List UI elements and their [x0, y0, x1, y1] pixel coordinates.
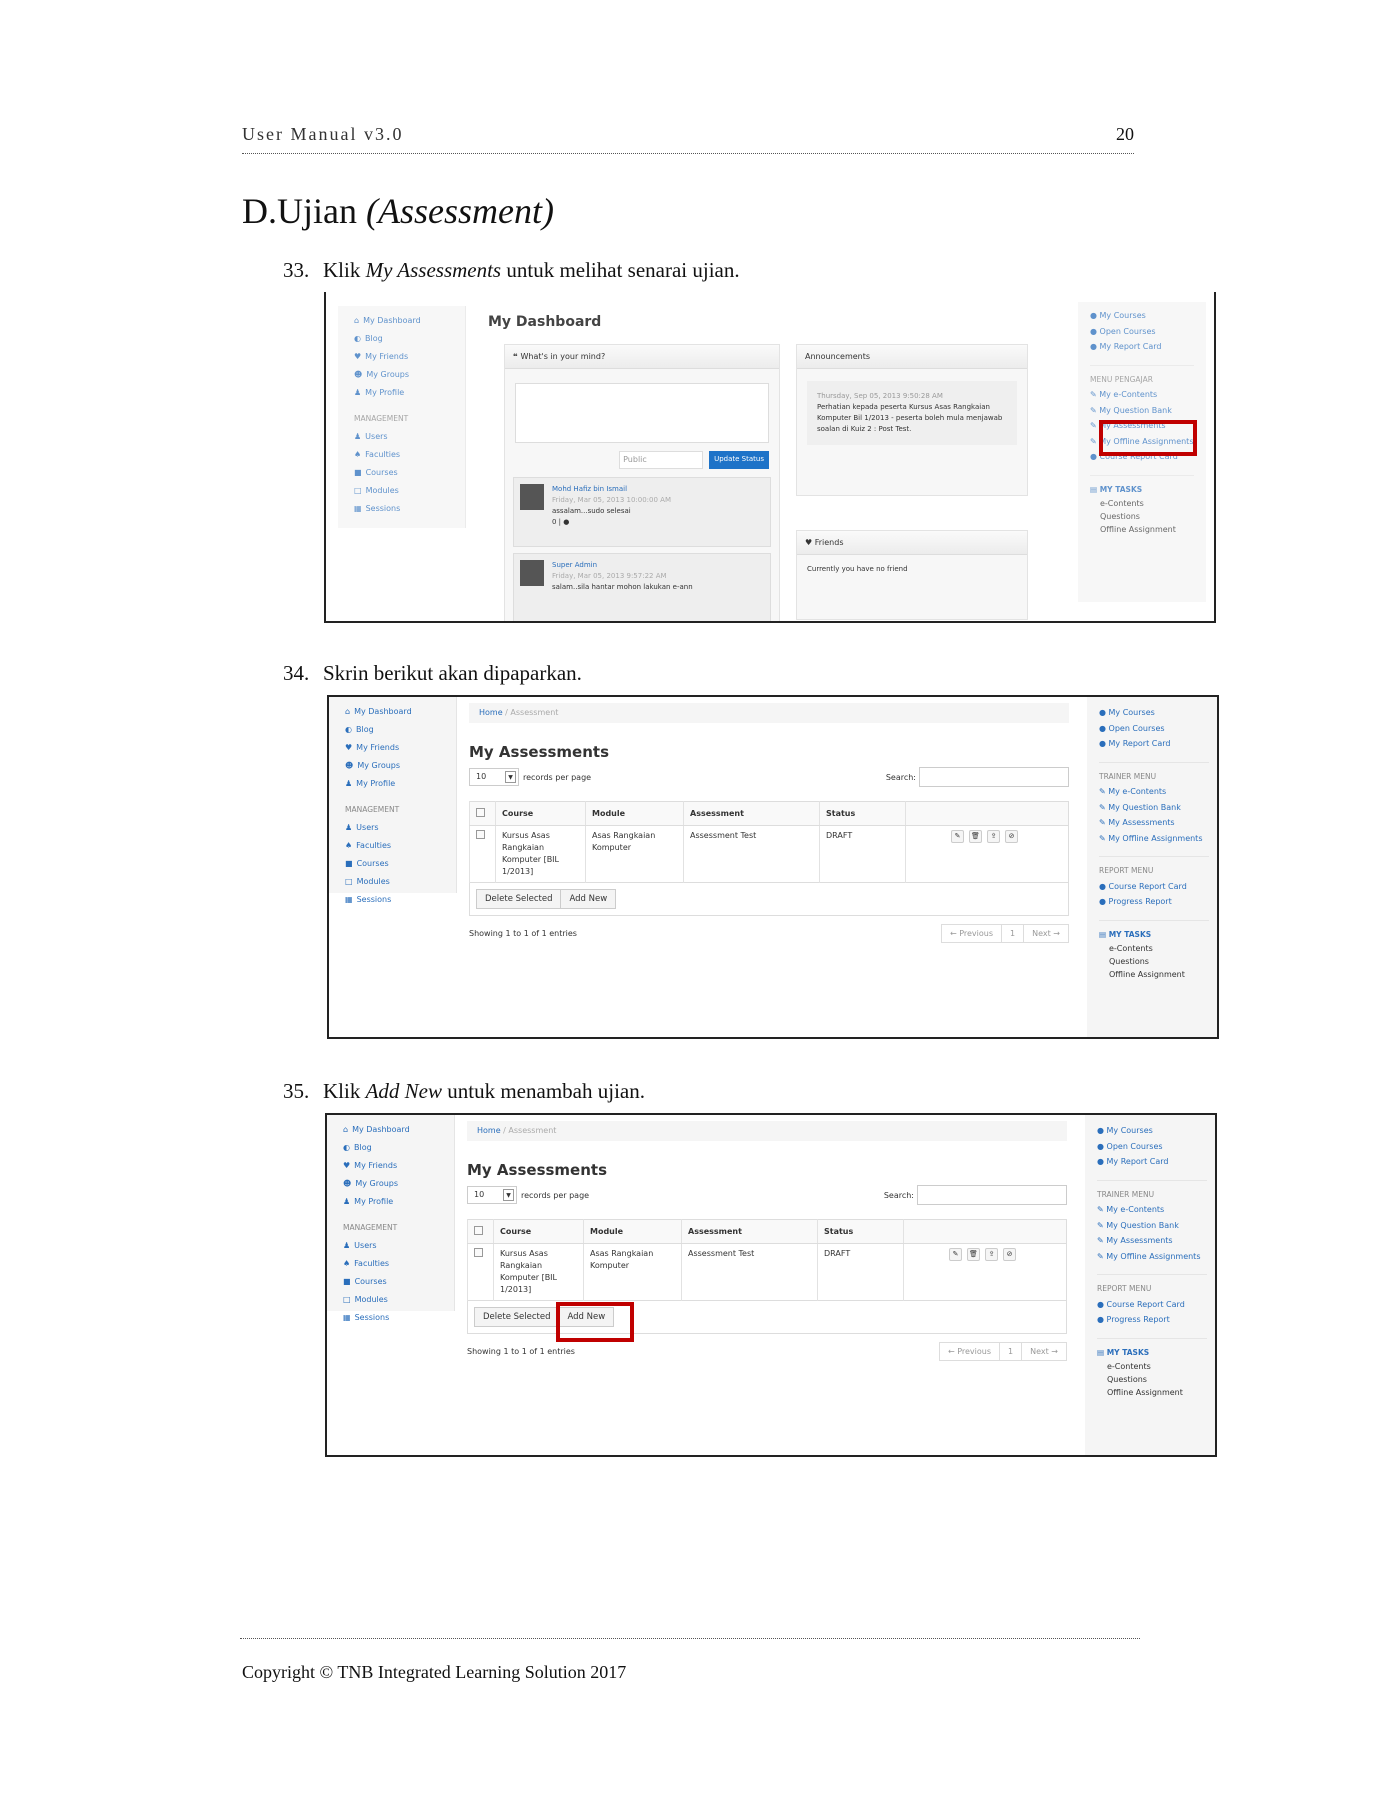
records-per-page-label: records per page [521, 1190, 590, 1200]
table-row [468, 1244, 1067, 1301]
announcements-panel [796, 344, 1028, 496]
search [886, 767, 1069, 787]
nav-icon: ♟ [343, 1241, 351, 1250]
sidebar-item[interactable] [327, 1255, 454, 1273]
panel-title: What's in your mind? [520, 352, 606, 361]
status-panel [504, 344, 780, 623]
page-size-value: 10 [476, 772, 487, 781]
nav-icon: ♟ [343, 1197, 351, 1206]
report-menu-label: REPORT MENU [1097, 1274, 1207, 1297]
sidebar-item[interactable] [329, 855, 456, 873]
post-author[interactable]: Super Admin [552, 561, 598, 569]
sidebar-item-label: Modules [354, 1295, 388, 1304]
search-input[interactable] [917, 1185, 1067, 1205]
trainer-menu-item[interactable]: ✎ My Assessments [1099, 818, 1175, 827]
report-menu-item[interactable]: ● Course Report Card [1099, 881, 1187, 891]
report-menu-item[interactable]: ● Course Report Card [1090, 452, 1178, 461]
nav-icon: ♟ [354, 432, 362, 441]
my-tasks-label: ▤ MY TASKS [1097, 1338, 1207, 1361]
nav-icon: ♥ [345, 743, 353, 752]
table-controls [467, 1185, 1067, 1205]
sidebar-item[interactable] [338, 446, 465, 464]
select-all-checkbox[interactable] [476, 808, 485, 817]
post-body [552, 484, 671, 540]
main-content [469, 703, 1069, 943]
sidebar-item-label: Sessions [354, 1313, 390, 1322]
breadcrumb [467, 1121, 1067, 1141]
my-tasks-label: ▤ MY TASKS [1099, 920, 1209, 943]
task-item[interactable]: Offline Assignment [1100, 525, 1176, 534]
left-sidebar [329, 697, 457, 904]
report-menu-item[interactable]: ● Progress Report [1099, 897, 1172, 906]
sidebar-item-label: Users [354, 1241, 377, 1250]
table-header-row [470, 802, 1069, 826]
sidebar-item-label: My Dashboard [363, 316, 421, 325]
sidebar-item-label: Users [365, 432, 388, 441]
sidebar-item[interactable] [327, 1121, 454, 1139]
nav-icon: ▦ [354, 504, 362, 513]
column-header[interactable]: Status [820, 802, 906, 826]
right-menu-item[interactable]: ● Open Courses [1099, 723, 1165, 733]
sidebar-item-label: Courses [365, 468, 398, 477]
next-button[interactable]: Next → [1021, 1343, 1066, 1360]
step-35 [283, 1079, 645, 1104]
row-select-cell [470, 826, 496, 883]
row-checkbox[interactable] [476, 830, 485, 839]
sidebar-item[interactable] [329, 891, 456, 909]
highlight-box [556, 1302, 634, 1342]
edit-icon[interactable]: ✎ [951, 830, 964, 843]
task-item[interactable]: e-Contents [1107, 1362, 1151, 1371]
trainer-menu-label: TRAINER MENU [1097, 1180, 1207, 1203]
cell-status: DRAFT [818, 1244, 904, 1301]
disable-icon[interactable]: ⊘ [1003, 1248, 1016, 1261]
highlight-box [1099, 420, 1197, 456]
assessments-table [469, 801, 1069, 883]
section-title: D.Ujian [242, 191, 357, 231]
search-input[interactable] [919, 767, 1069, 787]
sidebar-item-label: Modules [356, 877, 390, 886]
sidebar-item-label: My Friends [354, 1161, 398, 1170]
left-sidebar [327, 1115, 455, 1322]
assessments-screenshot [327, 695, 1219, 1039]
post [513, 477, 771, 547]
footer-divider [240, 1638, 1140, 1639]
sidebar-item-label: My Groups [355, 1179, 399, 1188]
prev-button[interactable]: ← Previous [949, 929, 994, 938]
page-1-button[interactable]: 1 [999, 1343, 1021, 1360]
chevron-down-icon[interactable]: ▼ [505, 771, 516, 783]
trainer-menu-item[interactable]: ✎ My Assessments [1090, 421, 1166, 430]
pagination [941, 924, 1069, 943]
page-size-value: 10 [474, 1190, 485, 1199]
sidebar-item[interactable] [338, 330, 465, 348]
delete-selected-button[interactable]: Delete Selected [476, 889, 561, 909]
page-title: My Dashboard [488, 314, 602, 330]
column-header[interactable]: Course [494, 1220, 584, 1244]
sidebar-item[interactable] [329, 703, 456, 721]
sidebar-item-label: My Friends [365, 352, 409, 361]
management-label: MANAGEMENT [343, 1223, 398, 1232]
nav-icon: ▦ [345, 895, 353, 904]
sidebar-item-label: My Groups [357, 761, 401, 770]
column-header[interactable]: Assessment [684, 802, 820, 826]
trainer-menu-item[interactable]: ✎ My Offline Assignments [1099, 833, 1203, 843]
cell-course: Kursus Asas Rangkaian Komputer [BIL 1/2013] [496, 826, 586, 883]
actions-header [904, 1220, 1067, 1244]
management-label: MANAGEMENT [345, 805, 400, 814]
step-33 [283, 258, 740, 283]
right-menu-item[interactable]: ● My Report Card [1099, 739, 1171, 748]
records-per-page-label: records per page [523, 772, 592, 782]
sidebar-item[interactable] [338, 482, 465, 500]
table-controls [469, 767, 1069, 787]
delete-icon[interactable]: 🗑 [967, 1248, 980, 1261]
trainer-menu-item[interactable]: ✎ My e-Contents [1097, 1205, 1165, 1214]
trainer-menu-label: MENU PENGAJAR [1090, 365, 1194, 388]
cell-assessment: Assessment Test [682, 1244, 818, 1301]
sidebar-item[interactable] [329, 873, 456, 891]
sidebar-item-label: My Profile [356, 779, 396, 788]
sidebar-item[interactable] [338, 464, 465, 482]
status-textarea[interactable] [515, 383, 769, 443]
update-status-button[interactable]: Update Status [709, 451, 769, 469]
post-body [552, 560, 693, 616]
sidebar-item[interactable] [338, 500, 465, 518]
right-menu-item[interactable]: ● My Report Card [1097, 1157, 1169, 1166]
sidebar-item[interactable] [327, 1237, 454, 1255]
entries-info: Showing 1 to 1 of 1 entries [469, 929, 577, 938]
sidebar-item[interactable] [329, 757, 456, 775]
panel-title: Friends [814, 538, 844, 547]
cell-course: Kursus Asas Rangkaian Komputer [BIL 1/2013] [494, 1244, 584, 1301]
left-sidebar [338, 306, 466, 528]
nav-icon: ■ [343, 1277, 351, 1286]
cell-module: Asas Rangkaian Komputer [584, 1244, 682, 1301]
breadcrumb-current: Assessment [508, 1126, 557, 1135]
sidebar-item[interactable] [327, 1309, 454, 1327]
nav-icon: ♟ [345, 779, 353, 788]
add-new-button[interactable]: Add New [559, 1307, 614, 1327]
page-header [242, 124, 1134, 154]
trainer-menu-item[interactable]: ✎ My Assessments [1097, 1236, 1173, 1245]
sidebar-item-label: Courses [356, 859, 389, 868]
report-menu-item[interactable]: ● Progress Report [1097, 1315, 1170, 1324]
right-menu-item[interactable]: ● My Report Card [1090, 342, 1162, 351]
step-text: untuk menambah ujian. [442, 1079, 645, 1103]
sidebar-item[interactable] [338, 428, 465, 446]
post-text: assalam...sudo selesai [552, 507, 631, 515]
nav-icon: □ [345, 877, 353, 886]
cell-module: Asas Rangkaian Komputer [586, 826, 684, 883]
section-title-italic: (Assessment) [365, 191, 554, 231]
nav-icon: ♠ [345, 841, 353, 850]
actions-cell [906, 826, 1069, 883]
next-button[interactable]: Next → [1023, 925, 1068, 942]
copyright: Copyright © TNB Integrated Learning Solution 2017 [242, 1662, 627, 1682]
nav-icon: ♥ [354, 352, 362, 361]
sidebar-item[interactable] [338, 348, 465, 366]
nav-icon: ♠ [354, 450, 362, 459]
assessments-add-screenshot [325, 1113, 1217, 1457]
sidebar-item-label: Modules [365, 486, 399, 495]
trainer-menu-label: TRAINER MENU [1099, 762, 1209, 785]
select-all-checkbox[interactable] [474, 1226, 483, 1235]
sidebar-item[interactable] [327, 1157, 454, 1175]
trainer-menu-item[interactable]: ✎ My e-Contents [1099, 787, 1167, 796]
post-text: salam..sila hantar mohon lakukan e-ann [552, 583, 693, 591]
page-1-button[interactable]: 1 [1001, 925, 1023, 942]
task-item[interactable]: e-Contents [1100, 499, 1144, 508]
nav-icon: ☻ [345, 761, 354, 770]
nav-icon: ▦ [343, 1313, 351, 1322]
trainer-menu-item[interactable]: ✎ My Offline Assignments [1097, 1251, 1201, 1261]
sidebar-item-label: Blog [355, 725, 374, 734]
step-number: 33. [283, 258, 310, 282]
task-item[interactable]: Offline Assignment [1109, 970, 1185, 979]
step-text: Skrin berikut akan dipaparkan. [323, 661, 582, 685]
chevron-down-icon[interactable]: ▼ [503, 1189, 514, 1201]
sidebar-item[interactable] [338, 384, 465, 402]
sidebar-item[interactable] [329, 739, 456, 757]
trainer-menu-item[interactable]: ✎ My Question Bank [1099, 802, 1181, 812]
post [513, 553, 771, 623]
management-label: MANAGEMENT [354, 414, 409, 423]
my-tasks-label: ▤ MY TASKS [1090, 475, 1194, 498]
step-text: Klik [323, 258, 366, 282]
pagination [939, 1342, 1067, 1361]
sidebar-item[interactable] [329, 837, 456, 855]
nav-icon: ⌂ [343, 1125, 349, 1134]
task-item[interactable]: Questions [1109, 957, 1149, 966]
sidebar-item-label: Blog [353, 1143, 372, 1152]
task-item[interactable]: e-Contents [1109, 944, 1153, 953]
sidebar-item[interactable] [329, 819, 456, 837]
add-new-button[interactable]: Add New [561, 889, 616, 909]
sidebar-item[interactable] [327, 1175, 454, 1193]
table-footer [467, 1342, 1067, 1361]
table-footer [469, 924, 1069, 943]
sidebar-item[interactable] [327, 1193, 454, 1211]
announcement-text: Perhatian kepada peserta Kursus Asas Rangkaian Komputer Bil 1/2013 - peserta boleh mula menjawab soalan di Kuiz 2 : Post Test. [817, 403, 1003, 433]
page-title: My Assessments [469, 743, 610, 761]
nav-icon: ◐ [354, 334, 361, 343]
publish-icon[interactable]: ⇪ [985, 1248, 998, 1261]
cell-assessment: Assessment Test [684, 826, 820, 883]
edit-icon[interactable]: ✎ [949, 1248, 962, 1261]
publish-icon[interactable]: ⇪ [987, 830, 1000, 843]
step-text: Klik [323, 1079, 366, 1103]
right-menu-item[interactable]: ● My Courses [1099, 708, 1155, 717]
report-menu-label: REPORT MENU [1099, 856, 1209, 879]
step-number: 35. [283, 1079, 310, 1103]
sidebar-item-label: Users [356, 823, 379, 832]
breadcrumb [469, 703, 1069, 723]
sidebar-item-label: Faculties [365, 450, 401, 459]
visibility-select[interactable]: Public [619, 451, 703, 469]
search [884, 1185, 1067, 1205]
post-author[interactable]: Mohd Hafiz bin Ismail [552, 485, 628, 493]
section-heading [242, 190, 554, 232]
announcement-date: Thursday, Sep 05, 2013 9:50:28 AM [817, 392, 943, 400]
trainer-menu-item[interactable]: ✎ My Offline Assignments [1090, 436, 1194, 446]
sidebar-item-label: My Profile [354, 1197, 394, 1206]
sidebar-item-label: Sessions [365, 504, 401, 513]
trainer-menu-item[interactable]: ✎ My e-Contents [1090, 390, 1158, 399]
step-emphasis: Add New [365, 1079, 443, 1103]
task-item[interactable]: Questions [1107, 1375, 1147, 1384]
sidebar-item-label: Faculties [356, 841, 392, 850]
search-label: Search: [885, 772, 916, 782]
trainer-menu-item[interactable]: ✎ My Question Bank [1090, 405, 1172, 415]
column-header[interactable]: Module [586, 802, 684, 826]
sidebar-item-label: My Dashboard [354, 707, 412, 716]
select-all-cell [468, 1220, 494, 1244]
step-emphasis: My Assessments [365, 258, 502, 282]
task-item[interactable]: Offline Assignment [1107, 1388, 1183, 1397]
row-select-cell [468, 1244, 494, 1301]
friends-empty-text: Currently you have no friend [807, 565, 908, 573]
sidebar-item-label: Sessions [356, 895, 392, 904]
nav-icon: ⌂ [345, 707, 351, 716]
sidebar-item-label: My Dashboard [352, 1125, 410, 1134]
post-date: Friday, Mar 05, 2013 10:00:00 AM [552, 496, 671, 504]
nav-icon: □ [343, 1295, 351, 1304]
column-header[interactable]: Status [818, 1220, 904, 1244]
actions-cell [904, 1244, 1067, 1301]
sidebar-item-label: Faculties [354, 1259, 390, 1268]
right-sidebar [1087, 697, 1219, 1039]
trainer-menu-item[interactable]: ✎ My Question Bank [1097, 1220, 1179, 1230]
sidebar-item-label: My Friends [356, 743, 400, 752]
page-size-select[interactable] [467, 1186, 517, 1204]
nav-icon: ☻ [343, 1179, 352, 1188]
breadcrumb-sep: / [500, 1126, 509, 1135]
sidebar-item[interactable] [327, 1273, 454, 1291]
search-label: Search: [883, 1190, 914, 1200]
post-meta: 0 | ● [552, 518, 570, 526]
post-date: Friday, Mar 05, 2013 9:57:22 AM [552, 572, 667, 580]
row-checkbox[interactable] [474, 1248, 483, 1257]
nav-icon: □ [354, 486, 362, 495]
breadcrumb-home[interactable]: Home [477, 1126, 501, 1135]
right-sidebar [1085, 1115, 1217, 1457]
nav-icon: ♟ [345, 823, 353, 832]
avatar [520, 484, 544, 510]
sidebar-item-label: My Profile [365, 388, 405, 397]
sidebar-item[interactable] [327, 1139, 454, 1157]
nav-icon: ♠ [343, 1259, 351, 1268]
breadcrumb-home[interactable]: Home [479, 708, 503, 717]
step-text: untuk melihat senarai ujian. [501, 258, 740, 282]
table-row [470, 826, 1069, 883]
column-header[interactable]: Assessment [682, 1220, 818, 1244]
disable-icon[interactable]: ⊘ [1005, 830, 1018, 843]
nav-icon: ◐ [345, 725, 352, 734]
select-all-cell [470, 802, 496, 826]
nav-icon: ♥ [343, 1161, 351, 1170]
cell-status: DRAFT [820, 826, 906, 883]
table-actions [469, 883, 1069, 916]
sidebar-item[interactable] [338, 312, 465, 330]
right-menu-item[interactable]: ● Open Courses [1090, 326, 1156, 336]
delete-icon[interactable]: 🗑 [969, 830, 982, 843]
right-menu-item[interactable]: ● Open Courses [1097, 1141, 1163, 1151]
entries-info: Showing 1 to 1 of 1 entries [467, 1347, 575, 1356]
assessments-table [467, 1219, 1067, 1301]
panel-header: ❝ What's in your mind? [505, 345, 779, 369]
panel-title: Announcements [805, 352, 871, 361]
step-34 [283, 661, 582, 686]
column-header[interactable]: Course [496, 802, 586, 826]
task-item[interactable]: Questions [1100, 512, 1140, 521]
sidebar-item-label: My Groups [366, 370, 410, 379]
nav-icon: ⌂ [354, 316, 360, 325]
manual-title: User Manual v3.0 [242, 124, 404, 144]
nav-icon: ☻ [354, 370, 363, 379]
report-menu-item[interactable]: ● Course Report Card [1097, 1299, 1185, 1309]
sidebar-item-label: Blog [364, 334, 383, 343]
avatar [520, 560, 544, 586]
actions-header [906, 802, 1069, 826]
sidebar-item[interactable] [329, 775, 456, 793]
page-title: My Assessments [467, 1161, 608, 1179]
nav-icon: ♟ [354, 388, 362, 397]
page-size-select[interactable] [469, 768, 519, 786]
breadcrumb-sep: / [502, 708, 511, 717]
dashboard-screenshot [324, 292, 1216, 623]
friends-panel: ♥ Friends Currently you have no friend [796, 530, 1028, 620]
delete-selected-button[interactable]: Delete Selected [474, 1307, 559, 1327]
nav-icon: ■ [354, 468, 362, 477]
step-number: 34. [283, 661, 310, 685]
sidebar-item-label: Courses [354, 1277, 387, 1286]
sidebar-item[interactable] [329, 721, 456, 739]
column-header[interactable]: Module [584, 1220, 682, 1244]
sidebar-item[interactable] [338, 366, 465, 384]
right-menu-item[interactable]: ● My Courses [1097, 1126, 1153, 1135]
nav-icon: ■ [345, 859, 353, 868]
page-number: 20 [1116, 124, 1134, 144]
sidebar-item[interactable] [327, 1291, 454, 1309]
table-header-row [468, 1220, 1067, 1244]
prev-button[interactable]: ← Previous [947, 1347, 992, 1356]
breadcrumb-current: Assessment [510, 708, 559, 717]
nav-icon: ◐ [343, 1143, 350, 1152]
right-menu-item[interactable]: ● My Courses [1090, 311, 1146, 320]
